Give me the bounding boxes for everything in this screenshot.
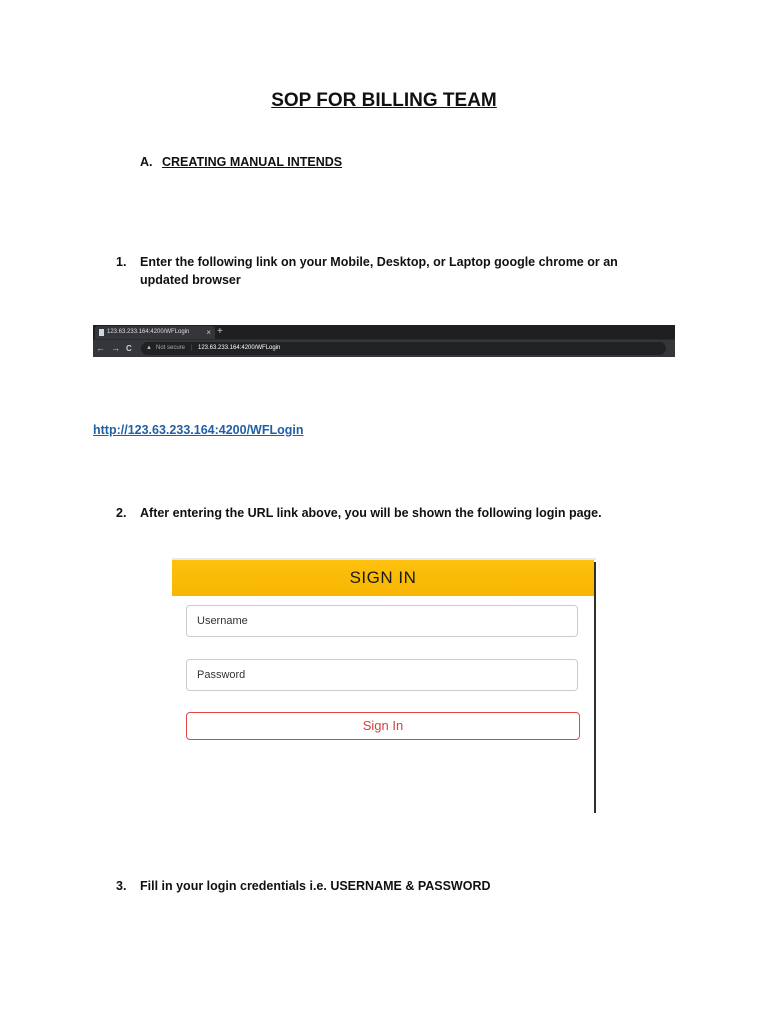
login-screenshot (172, 558, 596, 813)
section-heading (140, 155, 342, 169)
step-text: Fill in your login credentials i.e. USERNAME & PASSWORD (140, 879, 491, 893)
right-border (594, 562, 596, 813)
document-title: SOP FOR BILLING TEAM (271, 90, 497, 111)
new-tab-icon[interactable]: + (217, 326, 223, 337)
warning-icon: ▲ (146, 345, 152, 351)
browser-tab-bar (93, 325, 675, 339)
tab-title: 123.63.233.164:4200/WFLogin (107, 329, 190, 335)
back-arrow-icon[interactable]: ← (96, 343, 105, 353)
forward-arrow-icon[interactable]: → (111, 343, 120, 353)
password-field[interactable]: Password (186, 659, 578, 691)
reload-icon[interactable]: C (126, 344, 132, 353)
browser-screenshot (93, 325, 675, 357)
sign-in-button[interactable]: Sign In (186, 712, 580, 740)
security-status: Not secure (156, 345, 186, 351)
step-number: 2. (116, 506, 127, 520)
step-number: 3. (116, 879, 127, 893)
username-field[interactable]: Username (186, 605, 578, 637)
address-bar[interactable] (141, 342, 666, 355)
browser-tab[interactable] (95, 326, 215, 339)
sign-in-header: SIGN IN (172, 560, 594, 596)
step-text: After entering the URL link above, you will be shown the following login page. (140, 506, 602, 520)
page-favicon-icon (99, 329, 104, 336)
step-text: Enter the following link on your Mobile, Desktop, or Laptop google chrome or an updated browser (140, 255, 618, 287)
section-label: CREATING MANUAL INTENDS (162, 155, 343, 169)
browser-toolbar (93, 340, 675, 357)
address-url: 123.63.233.164:4200/WFLogin (198, 345, 281, 351)
address-separator: | (191, 345, 193, 351)
login-link[interactable]: http://123.63.233.164:4200/WFLogin (93, 423, 304, 437)
tab-close-icon[interactable]: × (206, 328, 211, 337)
section-letter: A. (140, 155, 153, 169)
step-number: 1. (116, 255, 127, 269)
